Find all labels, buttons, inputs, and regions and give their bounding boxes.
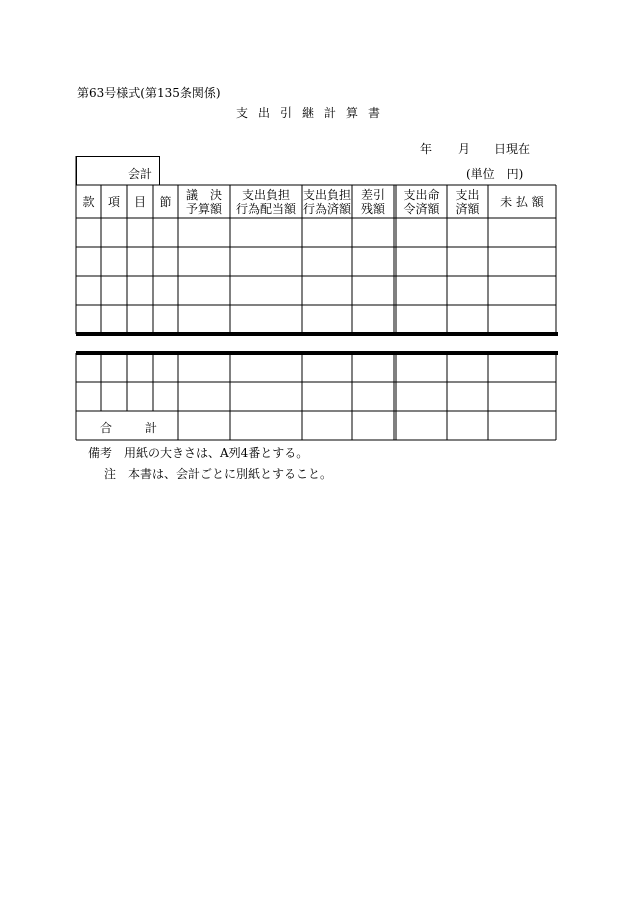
header-committed: 支出負担 行為済額 bbox=[302, 188, 351, 216]
header-allocation: 支出負担 行為配当額 bbox=[235, 188, 296, 216]
header-ordered: 支出命 令済額 bbox=[403, 188, 440, 216]
document-title: 支出引継計算書 bbox=[236, 106, 391, 120]
total-label-b: 計 bbox=[145, 421, 158, 435]
note-remarks: 備考 用紙の大きさは、A列4番とする。 bbox=[88, 446, 309, 460]
header-budget: 議 決 予算額 bbox=[185, 188, 222, 216]
header-setsu: 節 bbox=[159, 195, 172, 209]
header-kan: 款 bbox=[82, 195, 95, 209]
header-unpaid: 未 払 額 bbox=[500, 195, 544, 209]
header-moku: 目 bbox=[133, 195, 146, 209]
month-label: 月 bbox=[458, 142, 471, 156]
form-number: 第63号様式(第135条関係) bbox=[77, 86, 221, 100]
account-label: 会計 bbox=[128, 167, 153, 181]
header-kou: 項 bbox=[107, 195, 120, 209]
year-label: 年 bbox=[420, 142, 433, 156]
header-paid: 支出 済額 bbox=[455, 188, 480, 216]
total-label-a: 合 bbox=[100, 421, 113, 435]
unit-label: (単位 円) bbox=[466, 167, 524, 181]
day-label: 日現在 bbox=[494, 142, 531, 156]
note-caution: 注 本書は、会計ごとに別紙とすること。 bbox=[104, 467, 333, 481]
header-balance: 差引 残額 bbox=[360, 188, 385, 216]
